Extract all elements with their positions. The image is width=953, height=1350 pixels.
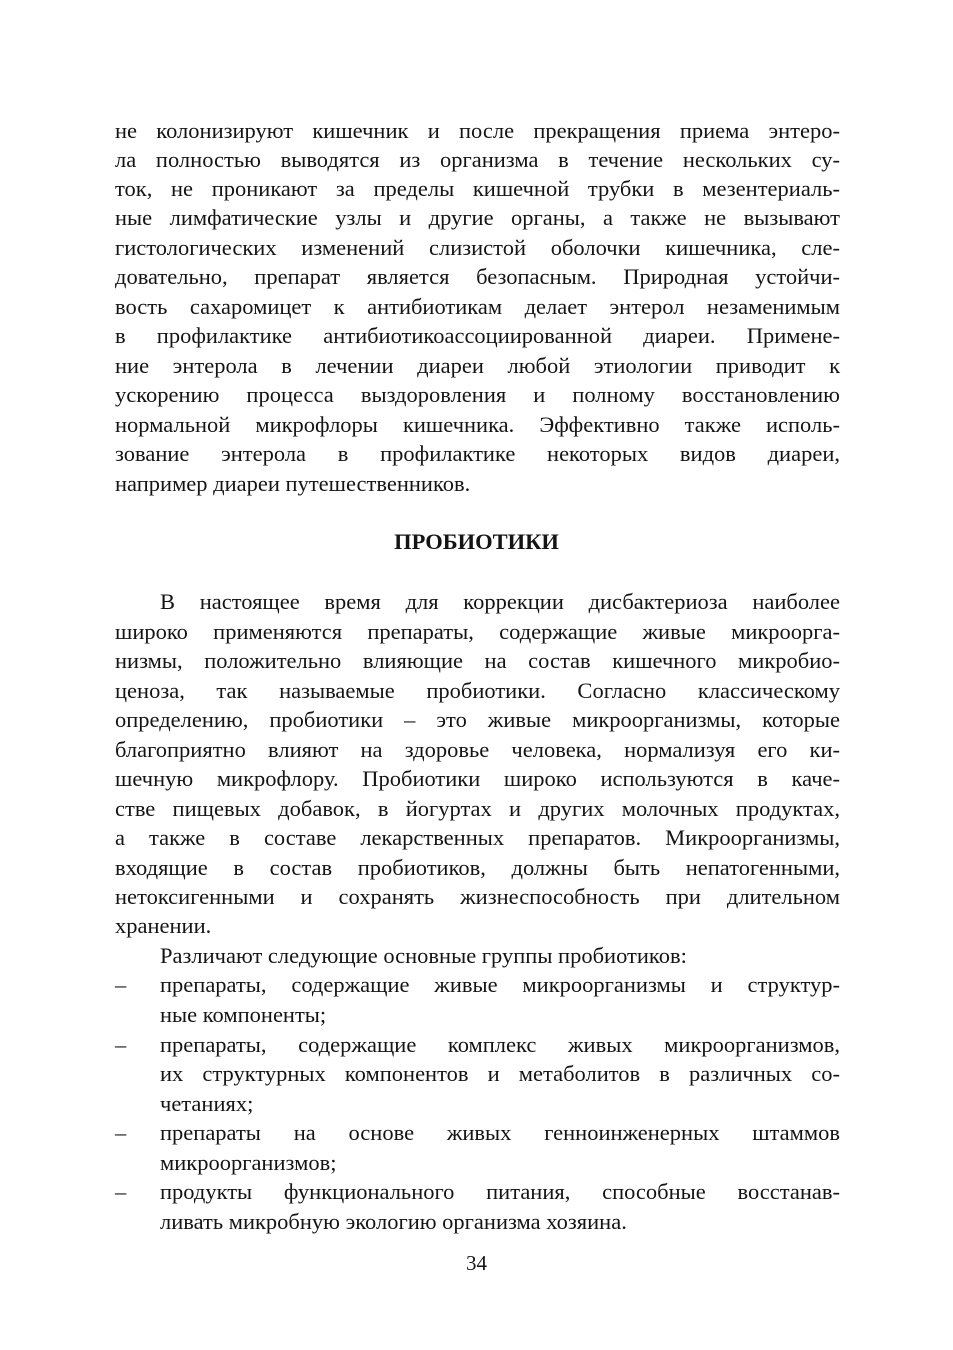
list-dash: –: [115, 972, 127, 997]
text-line: ла полностью выводятся из организма в течение нескольких су-: [115, 147, 840, 172]
text-line: нормальной микрофлоры кишечника. Эффективно также исполь-: [115, 412, 840, 437]
section-heading: ПРОБИОТИКИ: [394, 529, 559, 554]
text-line: В настоящее время для коррекции дисбактериоза наиболее: [160, 589, 840, 614]
text-line: ценоза, так называемые пробиотики. Согласно классическому: [115, 678, 840, 703]
list-dash: –: [115, 1032, 127, 1057]
text-line: препараты на основе живых генноинженерных штаммов: [160, 1120, 840, 1145]
text-line: продукты функционального питания, способные восстанав-: [160, 1179, 840, 1204]
text-line: в профилактике антибиотикоассоциированной диареи. Примене-: [115, 323, 840, 348]
text-line: широко применяются препараты, содержащие живые микроорга-: [115, 619, 840, 644]
text-line: стве пищевых добавок, в йогуртах и других молочных продуктах,: [115, 796, 840, 821]
page-number: 34: [466, 1251, 487, 1275]
text-line: ток, не проникают за пределы кишечной трубки в мезентериаль-: [115, 176, 840, 201]
text-line: благоприятно влияют на здоровье человека, нормализуя его ки-: [115, 737, 840, 762]
text-line: зование энтерола в профилактике некоторых видов диареи,: [115, 441, 840, 466]
list-dash: –: [115, 1120, 127, 1145]
text-line: например диареи путешественников.: [115, 471, 471, 496]
text-line: низмы, положительно влияющие на состав кишечного микробио-: [115, 648, 840, 673]
text-line: ные компоненты;: [160, 1002, 327, 1027]
text-line: четаниях;: [160, 1091, 254, 1116]
text-line: вость сахаромицет к антибиотикам делает энтерол незаменимым: [115, 294, 840, 319]
text-line: ные лимфатические узлы и другие органы, а также не вызывают: [115, 205, 840, 230]
text-line: препараты, содержащие живые микроорганизмы и структур-: [160, 972, 840, 997]
text-line: их структурных компонентов и метаболитов в различных со-: [160, 1061, 840, 1086]
text-line: нетоксигенными и сохранять жизнеспособность при длительном: [115, 884, 840, 909]
list-dash: –: [115, 1179, 127, 1204]
text-line: а также в составе лекарственных препаратов. Микроорганизмы,: [115, 825, 840, 850]
text-line: микроорганизмов;: [160, 1150, 337, 1175]
text-line: ние энтерола в лечении диареи любой этиологии приводит к: [115, 353, 840, 378]
text-line: определению, пробиотики – это живые микроорганизмы, которые: [115, 707, 840, 732]
text-line: гистологических изменений слизистой оболочки кишечника, сле-: [115, 235, 840, 260]
text-line: довательно, препарат является безопасным. Природная устойчи-: [115, 264, 840, 289]
text-line: хранении.: [115, 913, 212, 938]
text-line: ливать микробную экологию организма хозяина.: [160, 1209, 627, 1234]
text-line: ускорению процесса выздоровления и полному восстановлению: [115, 382, 840, 407]
text-line: шечную микрофлору. Пробиотики широко используются в каче-: [115, 766, 840, 791]
text-line: препараты, содержащие комплекс живых микроорганизмов,: [160, 1032, 840, 1057]
text-line: входящие в состав пробиотиков, должны быть непатогенными,: [115, 855, 840, 880]
paragraph-groups-intro: Различают следующие основные группы пробиотиков:: [160, 943, 687, 968]
text-line: не колонизируют кишечник и после прекращения приема энтеро-: [115, 118, 840, 143]
